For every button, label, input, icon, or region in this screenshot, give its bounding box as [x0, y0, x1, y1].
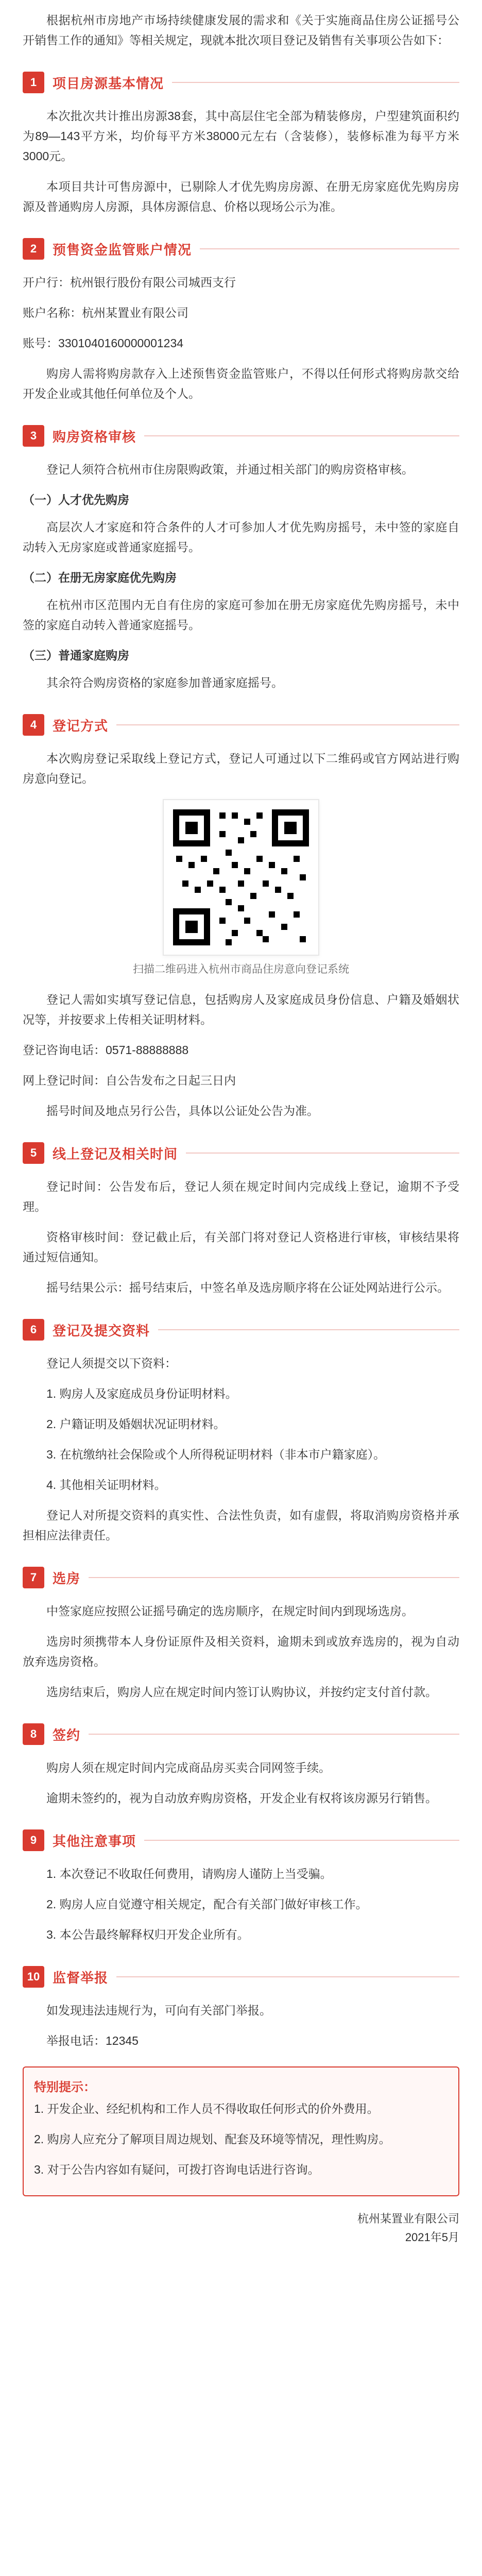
section-5-divider — [186, 1153, 459, 1154]
s8-p1: 购房人须在规定时间内完成商品房买卖合同网签手续。 — [46, 1761, 331, 1774]
s4-p2: 登记人需如实填写登记信息，包括购房人及家庭成员身份信息、户籍及婚姻状况等，并按要求上传相关证明材料。 — [23, 993, 459, 1026]
footer-date: 2021年5月 — [405, 2231, 459, 2244]
special-notice-box — [23, 2066, 459, 2196]
s2-p3: 账号：3301040160000001234 — [23, 336, 184, 350]
s3-sub1: （一）人才优先购房 — [23, 493, 129, 506]
section-7-number: 7 — [23, 1567, 44, 1588]
intro-paragraph: 根据杭州市房地产市场持续健康发展的需求和《关于实施商品住房公证摇号公开销售工作的通知》等相关规定，现就本批次项目登记及销售有关事项公告如下： — [23, 13, 459, 47]
section-5-title: 线上登记及相关时间 — [53, 1146, 178, 1162]
section-4-divider — [116, 724, 459, 725]
section-10-number: 10 — [23, 1966, 44, 1988]
section-3-number: 3 — [23, 425, 44, 447]
section-9-number: 9 — [23, 1829, 44, 1851]
s6-p5: 4. 其他相关证明材料。 — [46, 1478, 166, 1492]
s9-p1: 1. 本次登记不收取任何费用，请购房人谨防上当受骗。 — [46, 1867, 332, 1880]
s7-p2: 选房时须携带本人身份证原件及相关资料，逾期未到或放弃选房的，视为自动放弃选房资格。 — [23, 1635, 459, 1668]
section-7-title: 选房 — [53, 1570, 81, 1586]
s2-p2: 账户名称：杭州某置业有限公司 — [23, 306, 188, 319]
s6-p1: 登记人须提交以下资料： — [46, 1357, 177, 1370]
s10-p1: 如发现违法违规行为，可向有关部门举报。 — [46, 2004, 271, 2017]
section-10-divider — [116, 1976, 459, 1977]
s1-p2: 本项目共计可售房源中，已剔除人才优先购房房源、在册无房家庭优先购房房源及普通购房人房源，具体房源信息、价格以现场公示为准。 — [23, 180, 459, 213]
section-8-header — [23, 1721, 459, 1748]
section-4-number: 4 — [23, 714, 44, 736]
s3-p3: 在杭州市区范围内无自有住房的家庭可参加在册无房家庭优先购房摇号，未中签的家庭自动转入普通家庭摇号。 — [23, 598, 459, 632]
notice-title: 特别提示： — [34, 2080, 96, 2094]
section-3-header — [23, 422, 459, 449]
qr-code-icon — [164, 800, 318, 955]
section-8-title: 签约 — [53, 1727, 81, 1743]
s4-p4: 网上登记时间：自公告发布之日起三日内 — [23, 1074, 236, 1087]
section-2-number: 2 — [23, 238, 44, 260]
section-1-number: 1 — [23, 72, 44, 93]
footer-company: 杭州某置业有限公司 — [357, 2212, 459, 2225]
s8-p2: 逾期未签约的，视为自动放弃购房资格，开发企业有权将该房源另行销售。 — [46, 1791, 437, 1805]
section-10-header — [23, 1963, 459, 1990]
section-1-divider — [172, 82, 459, 83]
section-2-header — [23, 235, 459, 262]
section-7-divider — [89, 1577, 459, 1578]
footer — [23, 2210, 459, 2247]
section-6-number: 6 — [23, 1319, 44, 1341]
section-4-header — [23, 711, 459, 738]
notice-p3: 3. 对于公告内容如有疑问，可拨打咨询电话进行咨询。 — [34, 2163, 320, 2176]
s5-p3: 摇号结果公示：摇号结束后，中签名单及选房顺序将在公证处网站进行公示。 — [46, 1281, 449, 1294]
s5-p1: 登记时间：公告发布后，登记人须在规定时间内完成线上登记，逾期不予受理。 — [23, 1180, 459, 1213]
notice-p1: 1. 开发企业、经纪机构和工作人员不得收取任何形式的价外费用。 — [34, 2102, 379, 2115]
section-3-divider — [144, 435, 459, 436]
s3-p4: 其余符合购房资格的家庭参加普通家庭摇号。 — [46, 676, 283, 689]
s2-p4: 购房人需将购房款存入上述预售资金监管账户，不得以任何形式将购房款交给开发企业或其他任何单位及个人。 — [23, 367, 459, 400]
s3-p1: 登记人须符合杭州市住房限购政策，并通过相关部门的购房资格审核。 — [46, 463, 414, 476]
section-8-number: 8 — [23, 1723, 44, 1745]
section-1-title: 项目房源基本情况 — [53, 75, 164, 91]
s6-p6: 登记人对所提交资料的真实性、合法性负责，如有虚假，将取消购房资格并承担相应法律责任。 — [23, 1509, 459, 1542]
s7-p1: 中签家庭应按照公证摇号确定的选房顺序，在规定时间内到现场选房。 — [46, 1604, 414, 1618]
section-7-header — [23, 1564, 459, 1591]
section-6-header — [23, 1316, 459, 1343]
s6-p2: 1. 购房人及家庭成员身份证明材料。 — [46, 1387, 237, 1400]
section-8-divider — [89, 1734, 459, 1735]
section-1-header — [23, 69, 459, 96]
section-5-number: 5 — [23, 1142, 44, 1164]
s7-p3: 选房结束后，购房人应在规定时间内签订认购协议，并按约定支付首付款。 — [46, 1685, 437, 1699]
content — [23, 10, 459, 2247]
s3-sub3: （三）普通家庭购房 — [23, 649, 129, 662]
section-6-divider — [158, 1329, 459, 1330]
s4-p3: 登记咨询电话：0571-88888888 — [23, 1043, 189, 1057]
section-5-header — [23, 1140, 459, 1166]
section-2-title: 预售资金监管账户情况 — [53, 242, 192, 258]
s2-p1: 开户行：杭州银行股份有限公司城西支行 — [23, 276, 236, 289]
s1-p1: 本次批次共计推出房源38套，其中高层住宅全部为精装修房，户型建筑面积约为89—143平方米，均价每平方米38000元左右（含装修），装修标准为每平方米3000元。 — [23, 109, 459, 163]
section-3-title: 购房资格审核 — [53, 429, 136, 445]
s6-p4: 3. 在杭缴纳社会保险或个人所得税证明材料（非本市户籍家庭）。 — [46, 1448, 386, 1461]
section-4-title: 登记方式 — [53, 718, 109, 734]
section-9-header — [23, 1827, 459, 1854]
section-9-divider — [144, 1840, 459, 1841]
qr-code-wrapper — [23, 799, 459, 956]
qr-code-image[interactable] — [163, 799, 319, 956]
s5-p2: 资格审核时间：登记截止后，有关部门将对登记人资格进行审核，审核结果将通过短信通知。 — [23, 1230, 459, 1264]
s4-p5: 摇号时间及地点另行公告，具体以公证处公告为准。 — [46, 1104, 319, 1117]
s3-p2: 高层次人才家庭和符合条件的人才可参加人才优先购房摇号，未中签的家庭自动转入无房家庭或普通家庭摇号。 — [23, 520, 459, 554]
section-6-title: 登记及提交资料 — [53, 1323, 150, 1338]
s3-sub2: （二）在册无房家庭优先购房 — [23, 571, 177, 584]
section-2-divider — [200, 248, 459, 249]
notice-p2: 2. 购房人应充分了解项目周边规划、配套及环境等情况，理性购房。 — [34, 2132, 391, 2146]
s9-p3: 3. 本公告最终解释权归开发企业所有。 — [46, 1928, 249, 1941]
section-10-title: 监督举报 — [53, 1970, 109, 1986]
s10-p2: 举报电话：12345 — [46, 2034, 139, 2047]
s9-p2: 2. 购房人应自觉遵守相关规定，配合有关部门做好审核工作。 — [46, 1897, 368, 1911]
s4-p1: 本次购房登记采取线上登记方式，登记人可通过以下二维码或官方网站进行购房意向登记。 — [23, 752, 459, 785]
section-9-title: 其他注意事项 — [53, 1833, 136, 1849]
s6-p3: 2. 户籍证明及婚姻状况证明材料。 — [46, 1417, 226, 1431]
qr-caption: 扫描二维码进入杭州市商品住房意向登记系统 — [133, 963, 349, 975]
